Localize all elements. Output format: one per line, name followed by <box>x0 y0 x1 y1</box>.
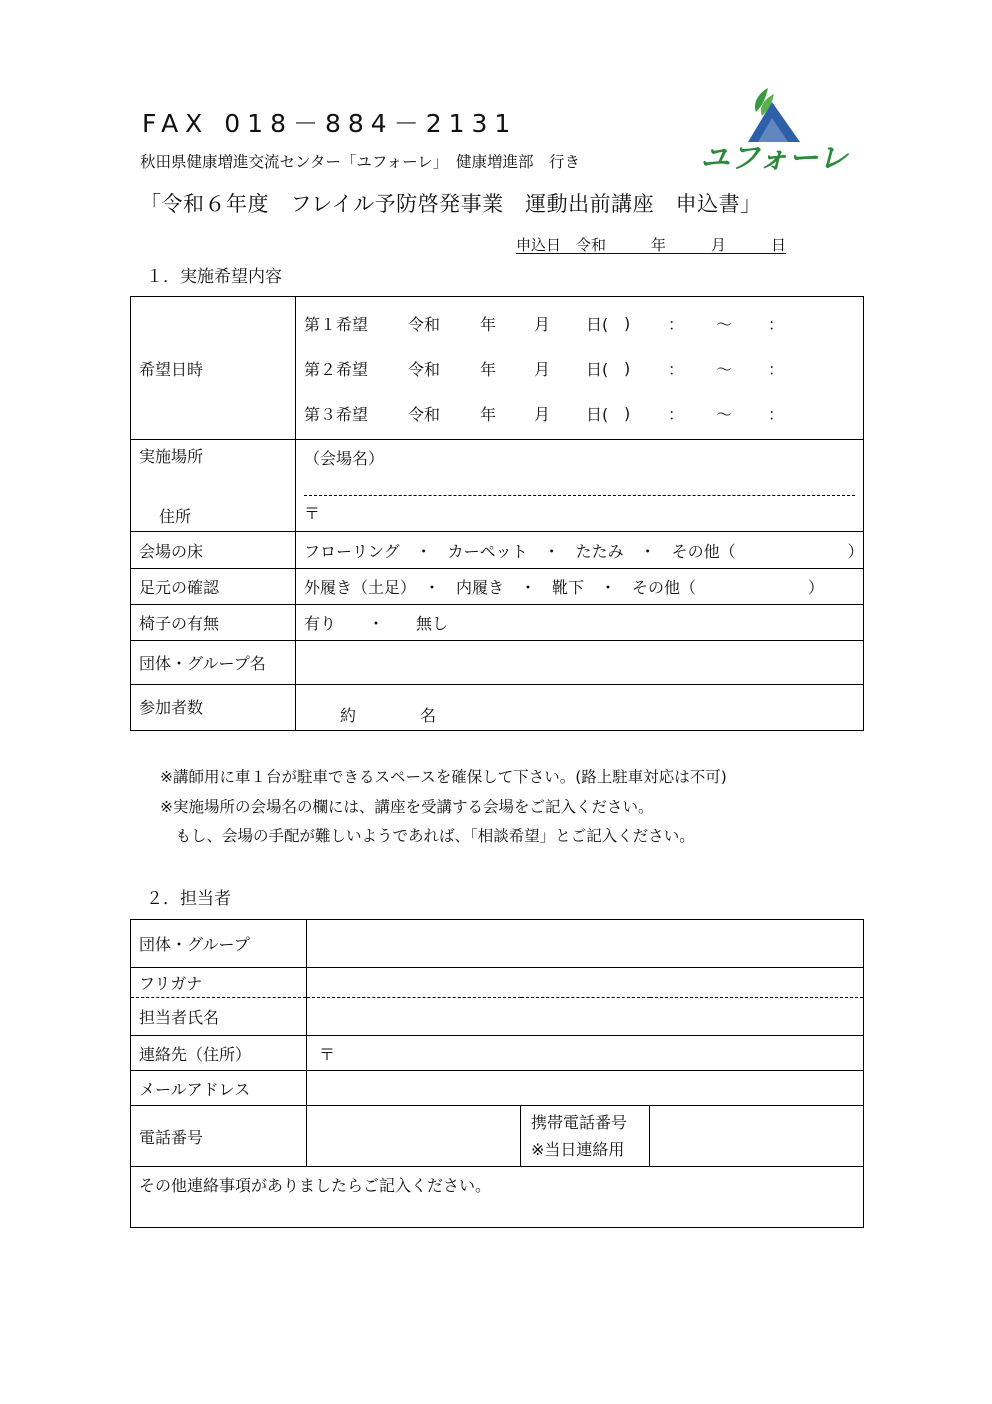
venue-name-field[interactable] <box>304 440 855 496</box>
mobile-label-line2: ※当日連絡用 <box>531 1140 625 1159</box>
date-label: 希望日時 <box>131 297 296 440</box>
yufore-logo <box>696 84 848 176</box>
contact-name-field[interactable] <box>307 998 864 1036</box>
chairs-label: 椅子の有無 <box>131 605 296 641</box>
venue-label: 実施場所 <box>139 447 204 466</box>
form-title: 「令和６年度 フレイル予防啓発事業 運動出前講座 申込書」 <box>140 192 762 216</box>
section1-heading: １．実施希望内容 <box>146 267 282 287</box>
contact-postal-mark: 〒 <box>319 1044 336 1064</box>
email-field[interactable] <box>307 1071 864 1106</box>
footwear-label: 足元の確認 <box>131 569 296 605</box>
contact-group-field[interactable] <box>307 920 864 968</box>
note-1: ※講師用に車１台が駐車できるスペースを確保して下さい。(路上駐車対応は不可) <box>160 768 727 786</box>
venue-cell[interactable] <box>296 440 864 532</box>
wish-row-1[interactable]: 第１希望 令和 年 月 日( ) ： ～ ： <box>304 313 785 334</box>
phone-field[interactable] <box>307 1106 521 1167</box>
destination: 秋田県健康増進交流センター「ユフォーレ」 健康増進部 行き <box>140 153 581 171</box>
wish-row-2[interactable]: 第２希望 令和 年 月 日( ) ： ～ ： <box>304 358 785 379</box>
contact-address-label: 連絡先（住所） <box>131 1036 307 1071</box>
floor-label: 会場の床 <box>131 532 296 569</box>
participants-field[interactable]: 約 名 <box>296 685 864 731</box>
contact-group-label: 団体・グループ <box>131 920 307 968</box>
note-2: ※実施場所の会場名の欄には、講座を受講する会場をご記入ください。 <box>160 797 654 816</box>
mobile-label-line1: 携帯電話番号 <box>531 1113 628 1132</box>
wish-row-3[interactable]: 第３希望 令和 年 月 日( ) ： ～ ： <box>304 403 785 424</box>
section2-heading: ２．担当者 <box>146 889 231 909</box>
furigana-label: フリガナ <box>131 968 307 998</box>
date-wishes <box>296 297 864 440</box>
note-3: もし、会場の手配が難しいようであれば、「相談希望」とご記入ください。 <box>160 827 695 845</box>
notes <box>160 763 727 852</box>
contact-table <box>130 919 864 1228</box>
logo-text: ユフォーレ <box>700 141 848 176</box>
furigana-field[interactable] <box>307 968 864 998</box>
postal-mark: 〒 <box>304 503 321 523</box>
phone-label: 電話番号 <box>131 1106 307 1167</box>
group-field[interactable] <box>296 641 864 685</box>
venue-labels <box>131 440 296 532</box>
venue-name-hint: （会場名） <box>304 449 385 468</box>
application-date: 申込日 令和 年 月 日 <box>516 236 787 254</box>
floor-options[interactable]: フローリング ・ カーペット ・ たたみ ・ その他（ ） <box>296 532 864 569</box>
other-notes-field[interactable]: その他連絡事項がありましたらご記入ください。 <box>131 1167 864 1228</box>
mobile-field[interactable] <box>650 1106 864 1167</box>
email-label: メールアドレス <box>131 1071 307 1106</box>
contact-name-label: 担当者氏名 <box>131 998 307 1036</box>
request-table <box>130 296 864 731</box>
contact-address-field[interactable] <box>307 1036 864 1071</box>
chairs-options[interactable]: 有り ・ 無し <box>296 605 864 641</box>
mobile-label <box>521 1106 650 1167</box>
venue-address-field[interactable] <box>304 496 863 528</box>
fax-number: FAX 018－884－2131 <box>142 109 518 138</box>
participants-label: 参加者数 <box>131 685 296 731</box>
footwear-options[interactable]: 外履き（土足） ・ 内履き ・ 靴下 ・ その他（ ） <box>296 569 864 605</box>
group-label: 団体・グループ名 <box>131 641 296 685</box>
logo-icon <box>696 84 848 176</box>
address-label: 住所 <box>159 506 192 526</box>
